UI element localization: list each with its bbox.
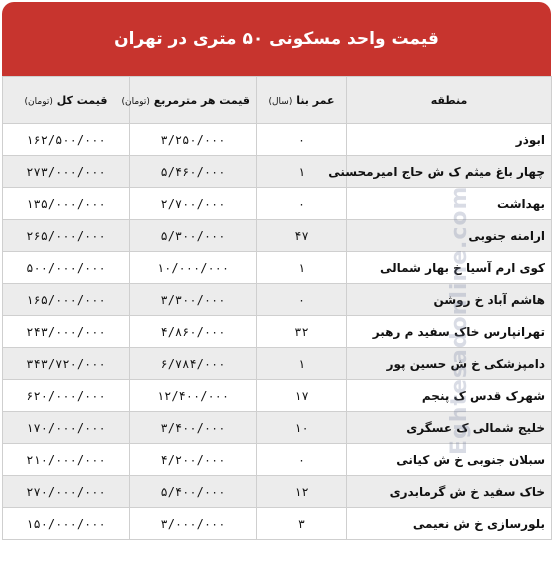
- cell-total-price: ۵۰۰/۰۰۰/۰۰۰: [3, 252, 130, 284]
- cell-region: سبلان جنوبی خ ش کیانی: [347, 444, 552, 476]
- cell-price-per-meter: ۳/۲۵۰/۰۰۰: [130, 124, 257, 156]
- cell-region: خاک سفید خ ش گرمابدری: [347, 476, 552, 508]
- cell-price-per-meter: ۵/۳۰۰/۰۰۰: [130, 220, 257, 252]
- header-region: منطقه: [347, 77, 552, 124]
- table-row: [3, 508, 552, 540]
- cell-age: ۰: [257, 124, 347, 156]
- cell-total-price: ۳۴۳/۷۲۰/۰۰۰: [3, 348, 130, 380]
- cell-total-price: ۱۵۰/۰۰۰/۰۰۰: [3, 508, 130, 540]
- cell-price-per-meter: ۳/۰۰۰/۰۰۰: [130, 508, 257, 540]
- table-title: قیمت واحد مسکونی ۵۰ متری در تهران: [114, 29, 439, 49]
- cell-age: ۰: [257, 444, 347, 476]
- cell-price-per-meter: ۴/۲۰۰/۰۰۰: [130, 444, 257, 476]
- cell-age: ۳۲: [257, 316, 347, 348]
- cell-price-per-meter: ۳/۴۰۰/۰۰۰: [130, 412, 257, 444]
- header-price-per-meter: قیمت هر مترمربع (تومان): [130, 77, 257, 124]
- cell-age: ۰: [257, 188, 347, 220]
- cell-price-per-meter: ۱۲/۴۰۰/۰۰۰: [130, 380, 257, 412]
- title-bar: [2, 2, 551, 76]
- cell-price-per-meter: ۵/۴۰۰/۰۰۰: [130, 476, 257, 508]
- cell-total-price: ۶۲۰/۰۰۰/۰۰۰: [3, 380, 130, 412]
- header-total-price: قیمت کل (تومان): [3, 77, 130, 124]
- cell-region: ارامنه جنوبی: [347, 220, 552, 252]
- cell-age: ۱: [257, 156, 347, 188]
- watermark: Eghtesadonline.com: [447, 185, 472, 455]
- cell-region: ابوذر: [347, 124, 552, 156]
- cell-age: ۱۲: [257, 476, 347, 508]
- cell-age: ۱: [257, 252, 347, 284]
- header-row: [3, 77, 552, 124]
- header-total-unit: (تومان): [24, 96, 53, 107]
- header-ppm-unit: (تومان): [121, 96, 150, 107]
- cell-price-per-meter: ۲/۷۰۰/۰۰۰: [130, 188, 257, 220]
- cell-total-price: ۲۱۰/۰۰۰/۰۰۰: [3, 444, 130, 476]
- cell-price-per-meter: ۵/۴۶۰/۰۰۰: [130, 156, 257, 188]
- cell-age: ۱: [257, 348, 347, 380]
- cell-age: ۳: [257, 508, 347, 540]
- cell-age: ۴۷: [257, 220, 347, 252]
- cell-region: هاشم آباد خ روشن: [347, 284, 552, 316]
- cell-age: ۱۰: [257, 412, 347, 444]
- cell-price-per-meter: ۱۰/۰۰۰/۰۰۰: [130, 252, 257, 284]
- cell-age: ۰: [257, 284, 347, 316]
- cell-price-per-meter: ۳/۳۰۰/۰۰۰: [130, 284, 257, 316]
- cell-region: بلورسازی خ ش نعیمی: [347, 508, 552, 540]
- cell-region: چهار باغ میثم ک ش حاج امیرمحسنی: [347, 156, 552, 188]
- cell-total-price: ۲۷۰/۰۰۰/۰۰۰: [3, 476, 130, 508]
- cell-total-price: ۱۶۵/۰۰۰/۰۰۰: [3, 284, 130, 316]
- cell-price-per-meter: ۶/۷۸۴/۰۰۰: [130, 348, 257, 380]
- cell-total-price: ۱۷۰/۰۰۰/۰۰۰: [3, 412, 130, 444]
- cell-region: خلیج شمالی ک عسگری: [347, 412, 552, 444]
- cell-total-price: ۲۷۳/۰۰۰/۰۰۰: [3, 156, 130, 188]
- header-age: عمر بنا (سال): [257, 77, 347, 124]
- cell-region: بهداشت: [347, 188, 552, 220]
- cell-total-price: ۱۶۲/۵۰۰/۰۰۰: [3, 124, 130, 156]
- cell-region: تهرانپارس خاک سفید م رهبر: [347, 316, 552, 348]
- cell-region: دامپزشکی خ ش حسین پور: [347, 348, 552, 380]
- cell-total-price: ۱۳۵/۰۰۰/۰۰۰: [3, 188, 130, 220]
- cell-region: کوی ارم آسیا خ بهار شمالی: [347, 252, 552, 284]
- cell-age: ۱۷: [257, 380, 347, 412]
- header-age-unit: (سال): [268, 96, 293, 107]
- cell-total-price: ۲۶۵/۰۰۰/۰۰۰: [3, 220, 130, 252]
- cell-region: شهرک قدس ک پنجم: [347, 380, 552, 412]
- cell-total-price: ۲۴۳/۰۰۰/۰۰۰: [3, 316, 130, 348]
- cell-price-per-meter: ۴/۸۶۰/۰۰۰: [130, 316, 257, 348]
